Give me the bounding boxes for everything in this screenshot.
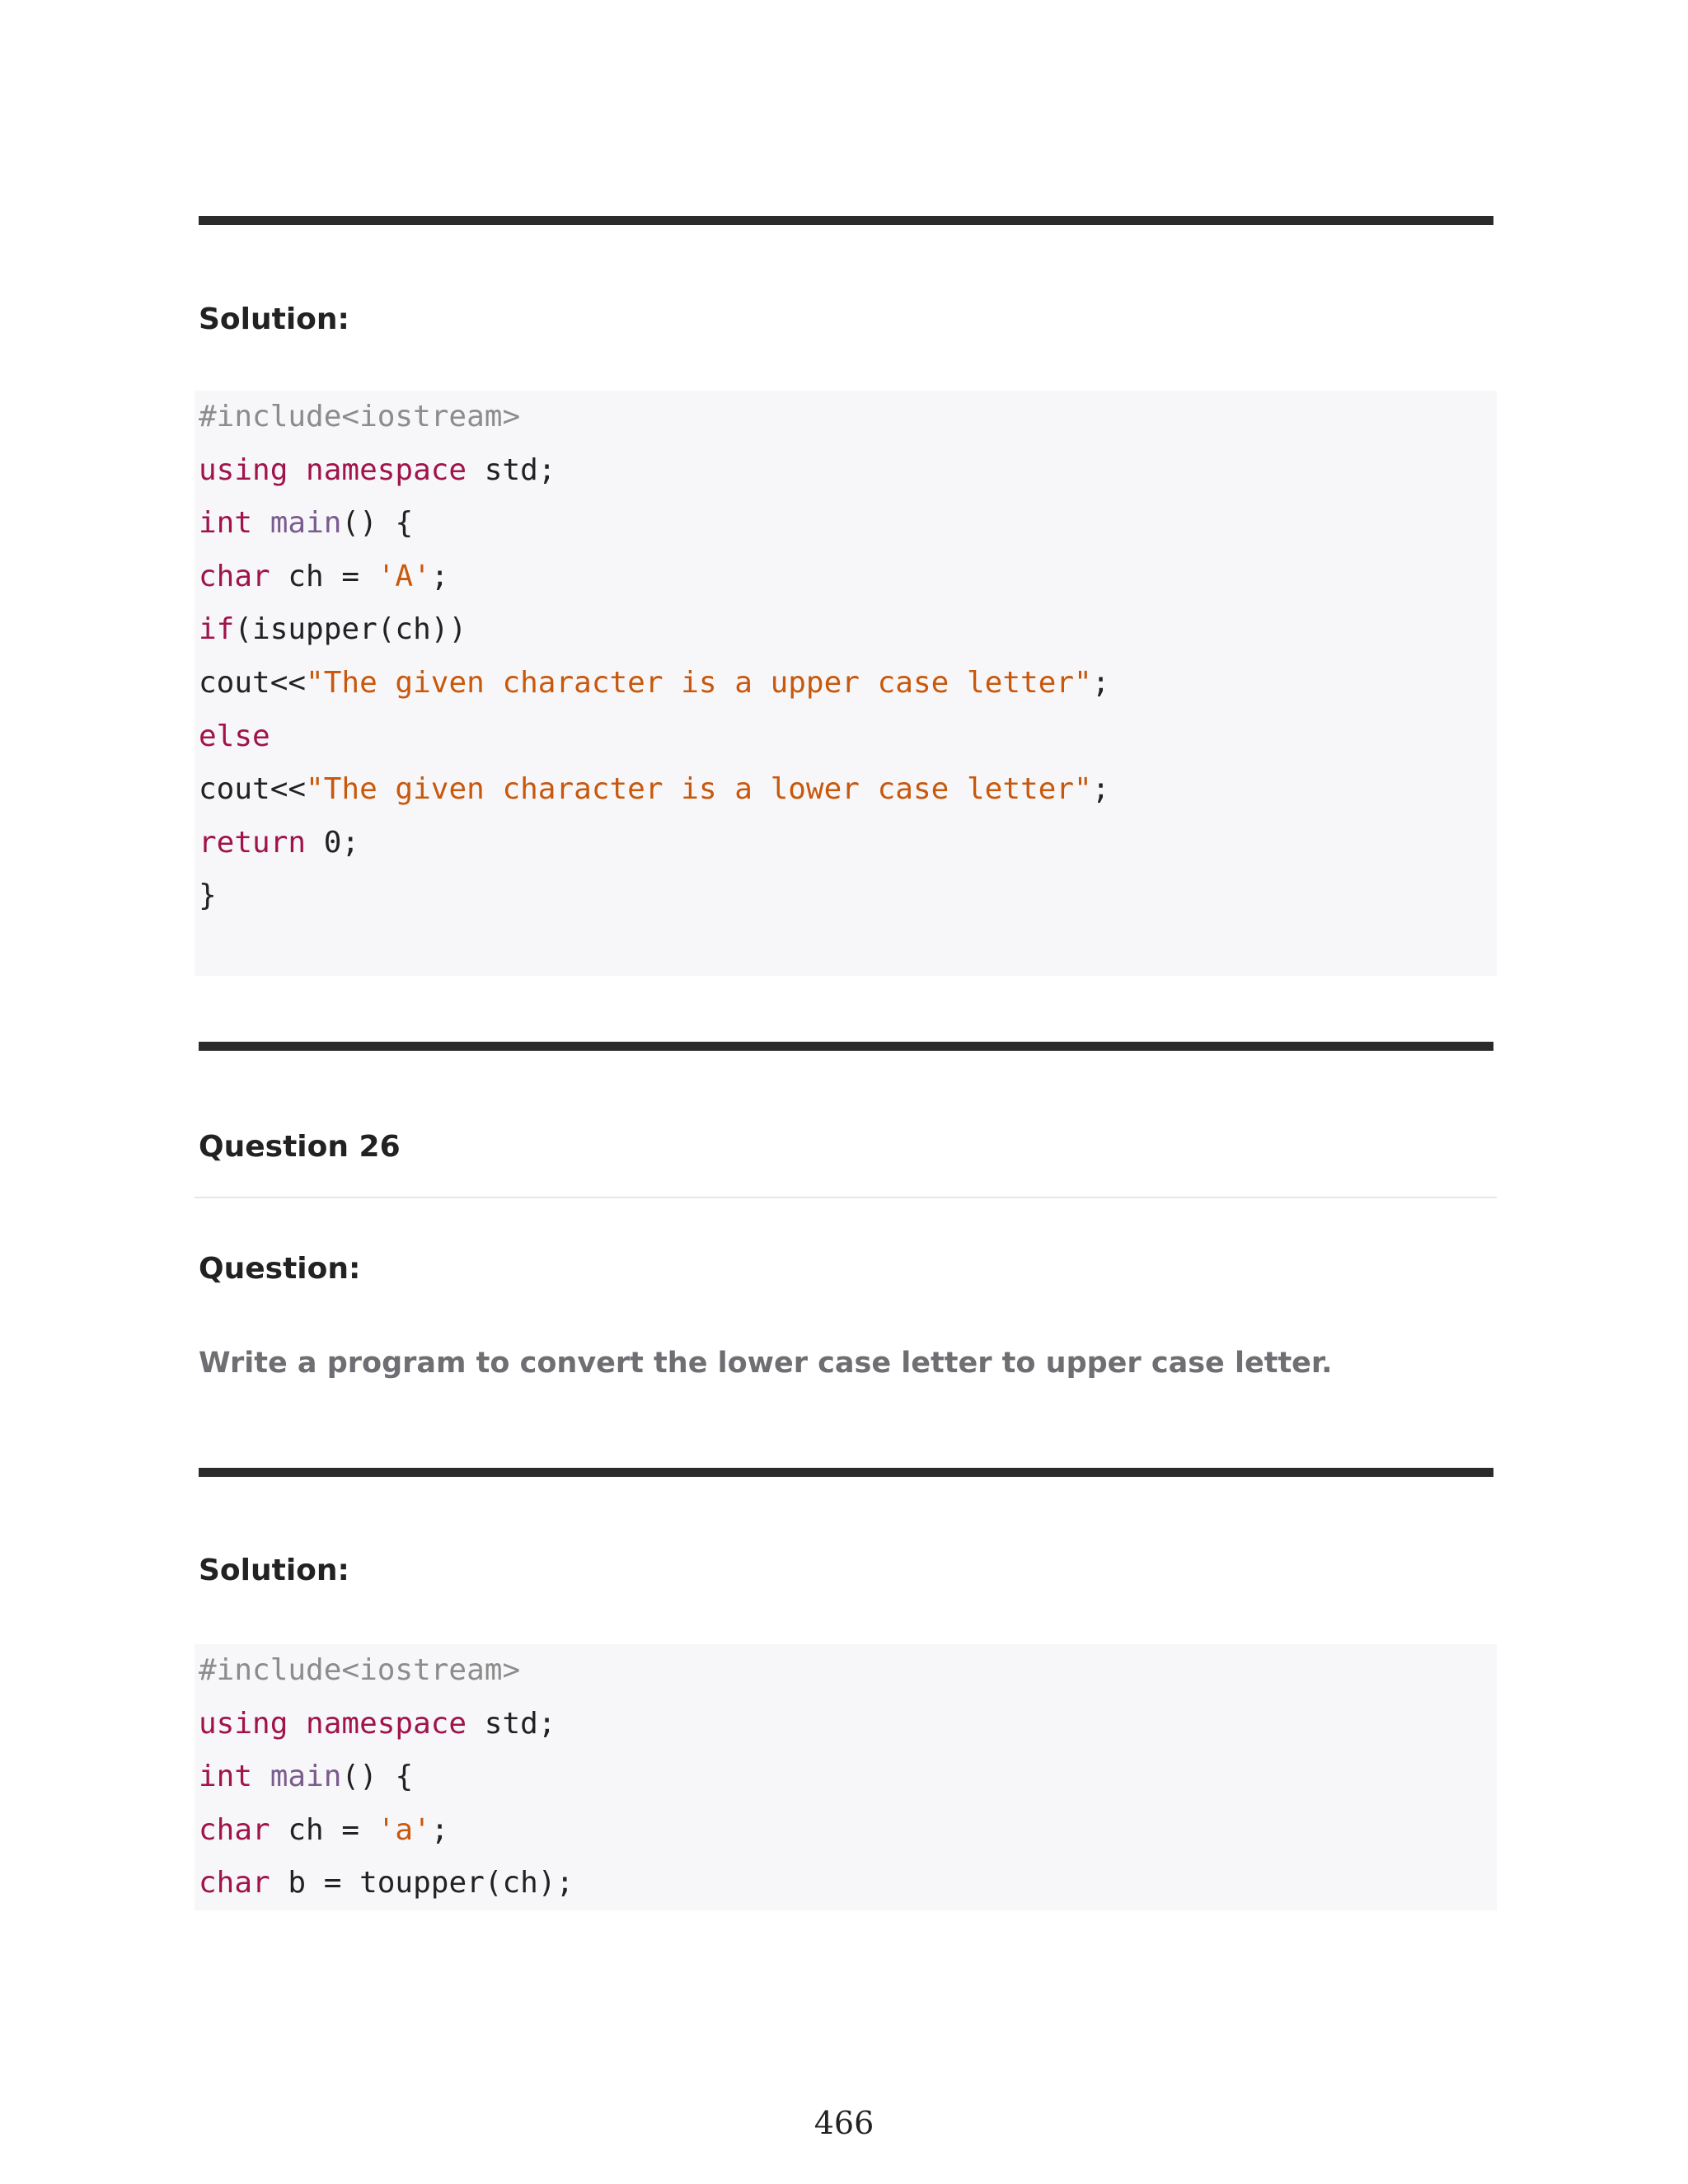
code-line xyxy=(199,497,1497,551)
code-token: "The given character is a upper case letter" xyxy=(306,665,1092,700)
code-token: () { xyxy=(341,1760,414,1794)
code-token: ; xyxy=(430,559,449,593)
code-token: std; xyxy=(467,452,556,487)
code-token: () { xyxy=(341,506,414,541)
page-number: 466 xyxy=(814,2105,874,2141)
question-text: Write a program to convert the lower case letter to upper case letter. xyxy=(199,1347,1333,1380)
section-divider xyxy=(199,1042,1493,1051)
code-token: int xyxy=(199,506,253,541)
code-line xyxy=(199,923,1497,977)
code-token: int xyxy=(199,1760,253,1794)
code-line xyxy=(199,1750,1497,1804)
code-line xyxy=(199,603,1497,657)
code-token: 'A' xyxy=(377,559,431,593)
code-line xyxy=(199,551,1497,604)
code-token: } xyxy=(199,879,217,913)
code-line xyxy=(199,1857,1497,1910)
code-line xyxy=(199,1698,1497,1751)
code-token: 0; xyxy=(306,825,360,860)
code-token: "The given character is a lower case letter" xyxy=(306,772,1092,807)
code-token: (isupper(ch)) xyxy=(234,612,467,647)
code-line xyxy=(199,817,1497,870)
question-number-heading: Question 26 xyxy=(199,1130,401,1164)
section-divider xyxy=(199,1468,1493,1477)
code-token: if xyxy=(199,612,235,647)
code-token: using namespace xyxy=(199,1706,467,1741)
question-label: Question: xyxy=(199,1252,361,1286)
code-block xyxy=(195,391,1497,976)
code-token: 'a' xyxy=(377,1812,431,1847)
section-divider xyxy=(199,216,1493,225)
code-token: else xyxy=(199,719,270,753)
code-token: char xyxy=(199,1866,270,1900)
code-line xyxy=(199,657,1497,710)
code-token: ; xyxy=(1091,772,1110,807)
code-token: ch = xyxy=(270,559,377,593)
code-token: #include<iostream> xyxy=(199,1653,521,1687)
code-token: return xyxy=(199,825,307,860)
code-token: std; xyxy=(467,1706,556,1741)
code-token: ; xyxy=(430,1812,449,1847)
code-token: char xyxy=(199,559,270,593)
code-line xyxy=(199,1804,1497,1858)
code-token: cout<< xyxy=(199,665,307,700)
code-line xyxy=(199,869,1497,923)
code-line xyxy=(199,710,1497,764)
code-token: ch = xyxy=(270,1812,377,1847)
code-line xyxy=(199,444,1497,498)
code-token: char xyxy=(199,1812,270,1847)
code-block xyxy=(195,1644,1497,1910)
code-token: b = toupper(ch); xyxy=(270,1866,574,1900)
solution-heading: Solution: xyxy=(199,302,349,336)
code-line xyxy=(199,391,1497,444)
code-token: using namespace xyxy=(199,452,467,487)
code-token: #include<iostream> xyxy=(199,400,521,434)
heading-underline xyxy=(195,1197,1497,1198)
code-token: ; xyxy=(1091,665,1110,700)
code-token: cout<< xyxy=(199,772,307,807)
code-token xyxy=(252,1760,270,1793)
code-token: main xyxy=(270,506,342,541)
solution-heading: Solution: xyxy=(199,1554,349,1587)
code-line xyxy=(199,1644,1497,1698)
code-token xyxy=(252,506,270,540)
code-line xyxy=(199,763,1497,817)
code-token: main xyxy=(270,1760,342,1794)
